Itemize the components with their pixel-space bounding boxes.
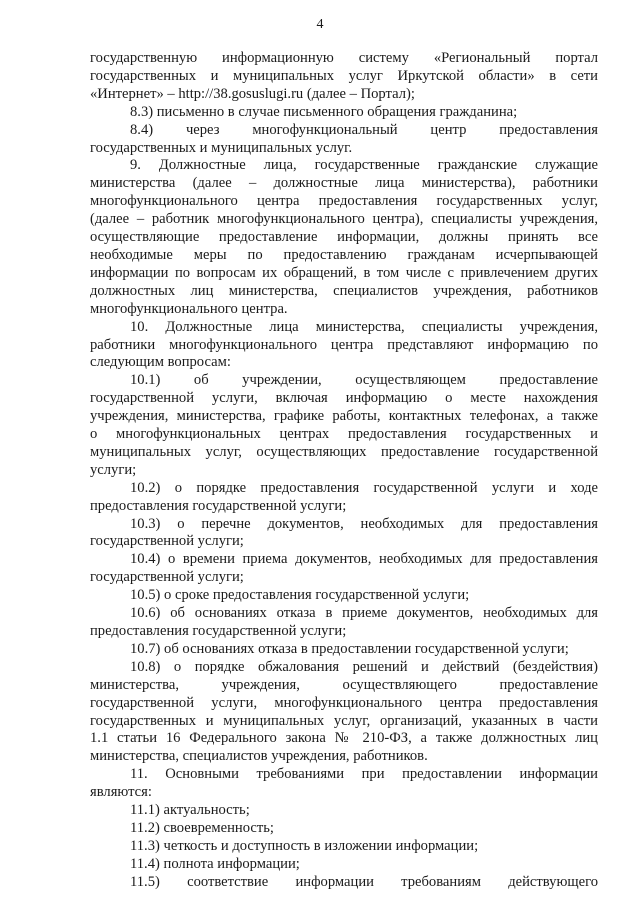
text-line: 10.5) о сроке предоставления государственной услуги;	[130, 587, 470, 604]
paragraph-p15	[90, 820, 598, 838]
text-line: предоставления государственной услуги;	[90, 623, 347, 639]
paragraph-p11	[90, 641, 598, 659]
text-line: муниципальных услуг, осуществляющих предоставление государственной	[90, 443, 598, 460]
text-line: многофункционального центра предоставления государственных услуг,	[90, 193, 598, 210]
paragraph-p9	[90, 587, 598, 605]
paragraph-p18	[90, 874, 598, 892]
text-line: 11.2) своевременность;	[130, 819, 274, 836]
text-line: 10.3) о перечне документов, необходимых для предоставления	[130, 515, 598, 532]
paragraph-p13	[90, 766, 598, 802]
text-line: услуги;	[90, 461, 137, 478]
text-line: государственных и муниципальных услуг Иркутской области» в сети	[90, 67, 598, 84]
text-line: 10.6) об основаниях отказа в приеме документов, необходимых для	[130, 605, 598, 622]
paragraph-p10	[90, 605, 598, 641]
paragraph-p7	[90, 516, 598, 552]
text-line: 11.4) полнота информации;	[130, 855, 300, 872]
paragraph-p17	[90, 856, 598, 874]
text-line: государственных и муниципальных услуг, организаций, указанных в части	[90, 712, 598, 729]
paragraph-p0	[90, 50, 598, 104]
paragraph-p5	[90, 372, 598, 479]
text-line: 10.4) о времени приема документов, необходимых для предоставления	[130, 551, 598, 568]
text-line: являются:	[90, 784, 152, 801]
paragraph-p4	[90, 319, 598, 373]
text-line: государственной услуги, включая информацию о месте нахождения	[90, 390, 598, 407]
text-line: 11. Основными требованиями при предоставлении информации	[130, 766, 598, 783]
text-line: государственной услуги;	[90, 569, 244, 586]
paragraph-p2	[90, 122, 598, 158]
text-line: (далее – работник многофункционального центра), специалисты учреждения,	[90, 211, 598, 228]
text-line: государственную информационную систему «Региональный портал	[90, 50, 598, 66]
text-line: «Интернет» – http://38.gosuslugi.ru (далее – Портал);	[90, 85, 415, 102]
text-line: государственной услуги, многофункционального центра предоставления	[90, 694, 598, 711]
text-line: осуществляющие предоставление информации, должны принять все	[90, 229, 598, 246]
document-body	[90, 50, 598, 892]
text-line: о многофункциональных центрах предоставления государственных и	[90, 426, 598, 443]
text-line: 9. Должностные лица, государственные гражданские служащие	[130, 157, 598, 174]
text-line: работники многофункционального центра представляют информацию по	[90, 336, 598, 353]
text-line: следующим вопросам:	[90, 354, 231, 371]
text-line: 8.4) через многофункциональный центр предоставления	[130, 121, 598, 138]
text-line: 11.5) соответствие информации требованиям действующего	[130, 873, 598, 890]
text-line: министерства, учреждения, осуществляющего предоставление	[90, 676, 598, 693]
paragraph-p8	[90, 551, 598, 587]
text-line: многофункционального центра.	[90, 300, 288, 317]
paragraph-p6	[90, 480, 598, 516]
text-line: 10.7) об основаниях отказа в предоставлении государственной услуги;	[130, 640, 569, 657]
text-line: министерства (далее – должностные лица министерства), работники	[90, 175, 598, 192]
text-line: должностных лиц министерства, специалистов учреждения, работников	[90, 282, 598, 299]
text-line: 11.3) четкость и доступность в изложении информации;	[130, 837, 479, 854]
text-line: информации по вопросам их обращений, в том числе с привлечением других	[90, 264, 598, 281]
text-line: необходимые меры по предоставлению гражданам исчерпывающей	[90, 246, 598, 263]
text-line: 10.2) о порядке предоставления государственной услуги и ходе	[130, 479, 598, 496]
text-line: 8.3) письменно в случае письменного обращения гражданина;	[130, 103, 518, 120]
text-line: министерства, специалистов учреждения, работников.	[90, 748, 428, 765]
paragraph-p3	[90, 157, 598, 318]
text-line: 10. Должностные лица министерства, специалисты учреждения,	[130, 318, 598, 335]
paragraph-p1	[90, 104, 598, 122]
text-line: 11.1) актуальность;	[130, 802, 250, 819]
page-number: 4	[316, 17, 324, 32]
text-line: предоставления государственной услуги;	[90, 497, 347, 514]
paragraph-p14	[90, 802, 598, 820]
text-line: учреждения, министерства, графике работы, контактных телефонах, а также	[90, 408, 598, 425]
text-line: государственных и муниципальных услуг.	[90, 139, 353, 156]
text-line: 1.1 статьи 16 Федерального закона № 210-ФЗ, а также должностных лиц	[90, 730, 598, 747]
text-line: государственной услуги;	[90, 533, 244, 550]
text-line: 10.8) о порядке обжалования решений и действий (бездействия)	[130, 658, 598, 675]
paragraph-p12	[90, 659, 598, 766]
paragraph-p16	[90, 838, 598, 856]
text-line: 10.1) об учреждении, осуществляющем предоставление	[130, 372, 598, 389]
